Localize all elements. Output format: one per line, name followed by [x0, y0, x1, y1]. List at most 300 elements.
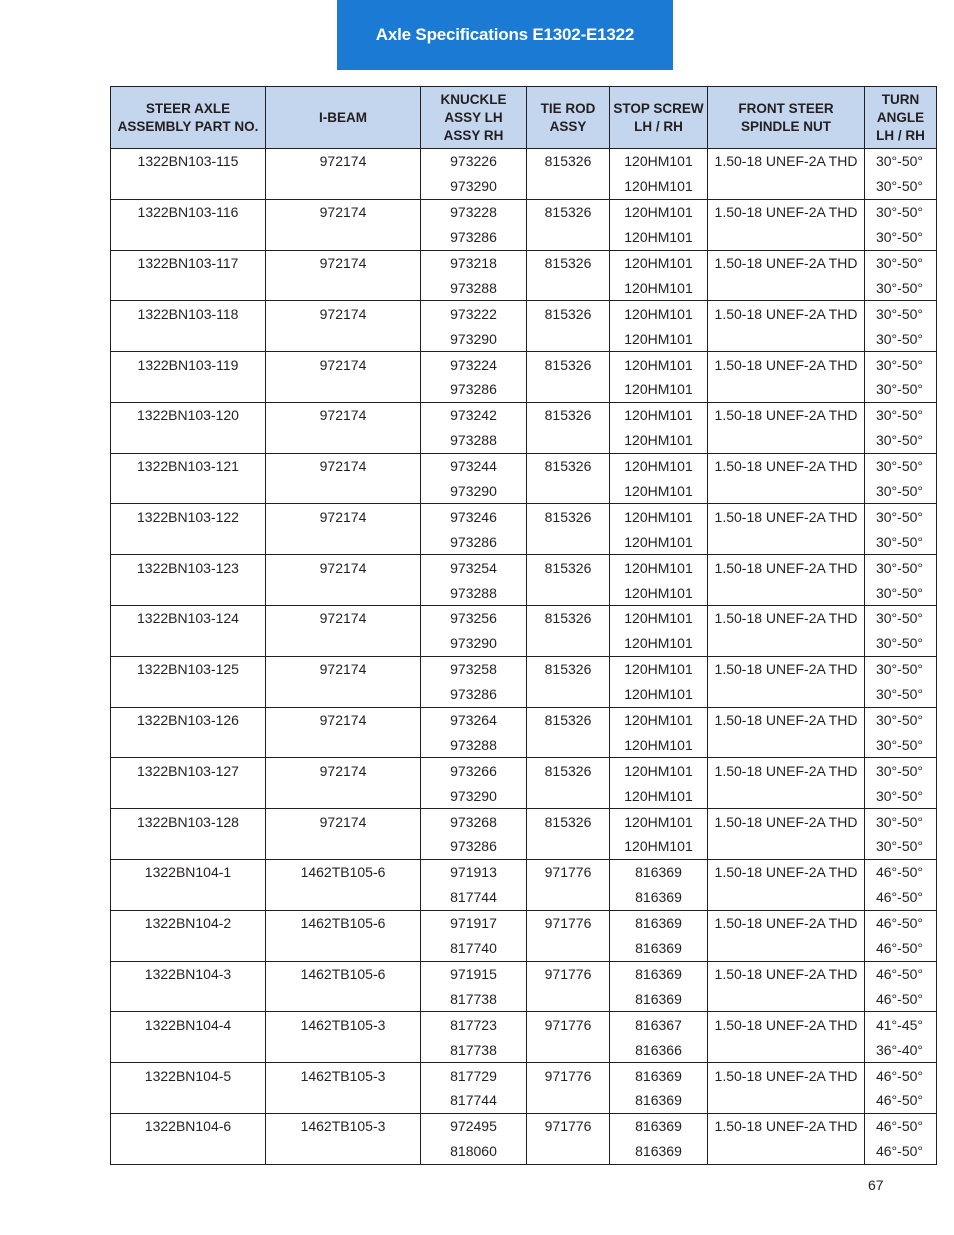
cell-stop-screw-rh: 120HM101	[610, 834, 708, 859]
cell-part-no: 1322BN104-1	[111, 859, 266, 884]
cell-knuckle-lh: 973268	[421, 809, 527, 834]
cell-tie-rod: 971776	[527, 910, 610, 935]
cell-empty	[708, 326, 865, 351]
cell-empty	[527, 936, 610, 961]
table-row	[111, 225, 937, 250]
cell-part-no: 1322BN104-5	[111, 1063, 266, 1088]
cell-empty	[111, 174, 266, 199]
cell-turn-angle-lh: 30°-50°	[865, 250, 937, 275]
cell-knuckle-rh: 973290	[421, 631, 527, 656]
cell-empty	[527, 732, 610, 757]
table-row	[111, 682, 937, 707]
cell-stop-screw-lh: 120HM101	[610, 504, 708, 529]
table-row	[111, 961, 937, 986]
cell-i-beam: 972174	[266, 656, 421, 681]
cell-knuckle-rh: 973288	[421, 428, 527, 453]
cell-empty	[708, 732, 865, 757]
cell-spindle-nut: 1.50-18 UNEF-2A THD	[708, 453, 865, 478]
cell-empty	[266, 326, 421, 351]
cell-part-no: 1322BN103-118	[111, 301, 266, 326]
cell-stop-screw-rh: 120HM101	[610, 275, 708, 300]
cell-stop-screw-lh: 120HM101	[610, 707, 708, 732]
cell-knuckle-lh: 973254	[421, 555, 527, 580]
cell-empty	[527, 377, 610, 402]
cell-stop-screw-lh: 816369	[610, 961, 708, 986]
cell-knuckle-lh: 973242	[421, 402, 527, 427]
header-i-beam	[266, 87, 421, 149]
cell-empty	[111, 885, 266, 910]
table-row	[111, 758, 937, 783]
table-row	[111, 326, 937, 351]
cell-empty	[111, 225, 266, 250]
cell-i-beam: 972174	[266, 453, 421, 478]
cell-knuckle-lh: 971917	[421, 910, 527, 935]
cell-empty	[266, 783, 421, 808]
cell-tie-rod: 815326	[527, 453, 610, 478]
cell-part-no: 1322BN103-119	[111, 352, 266, 377]
cell-empty	[111, 631, 266, 656]
cell-turn-angle-rh: 46°-50°	[865, 1088, 937, 1113]
cell-empty	[266, 225, 421, 250]
cell-spindle-nut: 1.50-18 UNEF-2A THD	[708, 1113, 865, 1138]
cell-i-beam: 972174	[266, 301, 421, 326]
cell-empty	[527, 986, 610, 1011]
cell-tie-rod: 971776	[527, 1063, 610, 1088]
cell-turn-angle-rh: 46°-50°	[865, 885, 937, 910]
cell-knuckle-rh: 817738	[421, 986, 527, 1011]
cell-knuckle-lh: 971915	[421, 961, 527, 986]
cell-turn-angle-lh: 30°-50°	[865, 199, 937, 224]
cell-stop-screw-lh: 816369	[610, 1063, 708, 1088]
table-row	[111, 1113, 937, 1138]
table-row	[111, 149, 937, 174]
table-row	[111, 301, 937, 326]
cell-turn-angle-rh: 30°-50°	[865, 174, 937, 199]
table-row	[111, 859, 937, 884]
cell-empty	[111, 783, 266, 808]
cell-turn-angle-lh: 30°-50°	[865, 301, 937, 326]
cell-i-beam: 972174	[266, 758, 421, 783]
cell-empty	[266, 1088, 421, 1113]
cell-empty	[266, 834, 421, 859]
table-row	[111, 428, 937, 453]
cell-empty	[708, 834, 865, 859]
cell-empty	[111, 1139, 266, 1164]
cell-empty	[266, 936, 421, 961]
cell-empty	[266, 885, 421, 910]
cell-empty	[708, 885, 865, 910]
header-row	[111, 87, 937, 149]
cell-part-no: 1322BN103-120	[111, 402, 266, 427]
cell-empty	[708, 225, 865, 250]
table-row	[111, 910, 937, 935]
cell-turn-angle-lh: 46°-50°	[865, 859, 937, 884]
cell-knuckle-lh: 971913	[421, 859, 527, 884]
cell-part-no: 1322BN103-122	[111, 504, 266, 529]
cell-spindle-nut: 1.50-18 UNEF-2A THD	[708, 402, 865, 427]
cell-tie-rod: 815326	[527, 250, 610, 275]
cell-part-no: 1322BN104-4	[111, 1012, 266, 1037]
cell-empty	[527, 479, 610, 504]
cell-turn-angle-rh: 30°-50°	[865, 631, 937, 656]
cell-spindle-nut: 1.50-18 UNEF-2A THD	[708, 504, 865, 529]
cell-empty	[708, 529, 865, 554]
header-line: STOP SCREW	[613, 100, 704, 116]
cell-stop-screw-rh: 816369	[610, 885, 708, 910]
cell-turn-angle-rh: 30°-50°	[865, 834, 937, 859]
cell-stop-screw-lh: 120HM101	[610, 402, 708, 427]
cell-i-beam: 972174	[266, 250, 421, 275]
cell-tie-rod: 815326	[527, 606, 610, 631]
cell-turn-angle-lh: 30°-50°	[865, 402, 937, 427]
table-row	[111, 783, 937, 808]
cell-i-beam: 972174	[266, 555, 421, 580]
cell-turn-angle-rh: 30°-50°	[865, 326, 937, 351]
cell-turn-angle-lh: 30°-50°	[865, 352, 937, 377]
cell-part-no: 1322BN103-127	[111, 758, 266, 783]
cell-i-beam: 1462TB105-6	[266, 910, 421, 935]
table-row	[111, 402, 937, 427]
cell-empty	[266, 529, 421, 554]
page-banner	[337, 0, 673, 70]
cell-knuckle-rh: 973288	[421, 275, 527, 300]
cell-tie-rod: 815326	[527, 402, 610, 427]
cell-part-no: 1322BN103-117	[111, 250, 266, 275]
cell-empty	[708, 275, 865, 300]
table-header	[111, 87, 937, 149]
cell-spindle-nut: 1.50-18 UNEF-2A THD	[708, 199, 865, 224]
table-row	[111, 885, 937, 910]
cell-tie-rod: 815326	[527, 809, 610, 834]
cell-empty	[111, 529, 266, 554]
table-row	[111, 1088, 937, 1113]
cell-empty	[527, 580, 610, 605]
cell-empty	[266, 1139, 421, 1164]
cell-turn-angle-rh: 46°-50°	[865, 986, 937, 1011]
cell-part-no: 1322BN104-3	[111, 961, 266, 986]
cell-empty	[527, 783, 610, 808]
cell-turn-angle-lh: 30°-50°	[865, 656, 937, 681]
cell-empty	[527, 225, 610, 250]
table-row	[111, 275, 937, 300]
cell-stop-screw-rh: 816369	[610, 936, 708, 961]
cell-knuckle-lh: 973222	[421, 301, 527, 326]
cell-stop-screw-rh: 816369	[610, 986, 708, 1011]
table-row	[111, 809, 937, 834]
cell-empty	[111, 1037, 266, 1062]
table-row	[111, 199, 937, 224]
cell-i-beam: 972174	[266, 402, 421, 427]
cell-stop-screw-rh: 120HM101	[610, 732, 708, 757]
cell-turn-angle-lh: 30°-50°	[865, 453, 937, 478]
table-body	[111, 149, 937, 1165]
cell-spindle-nut: 1.50-18 UNEF-2A THD	[708, 149, 865, 174]
header-line: STEER AXLE	[145, 100, 231, 116]
cell-spindle-nut: 1.50-18 UNEF-2A THD	[708, 758, 865, 783]
cell-empty	[266, 1037, 421, 1062]
table-row	[111, 1037, 937, 1062]
header-line: LH / RH	[634, 118, 683, 134]
cell-i-beam: 972174	[266, 149, 421, 174]
cell-stop-screw-rh: 120HM101	[610, 682, 708, 707]
cell-empty	[111, 377, 266, 402]
cell-empty	[527, 834, 610, 859]
cell-knuckle-rh: 817744	[421, 885, 527, 910]
cell-tie-rod: 815326	[527, 301, 610, 326]
cell-knuckle-rh: 817740	[421, 936, 527, 961]
header-tie-rod	[527, 87, 610, 149]
table-row	[111, 580, 937, 605]
cell-stop-screw-rh: 120HM101	[610, 529, 708, 554]
cell-stop-screw-lh: 120HM101	[610, 199, 708, 224]
header-line: ASSY RH	[443, 127, 504, 143]
table-row	[111, 631, 937, 656]
cell-stop-screw-lh: 120HM101	[610, 149, 708, 174]
cell-i-beam: 1462TB105-3	[266, 1063, 421, 1088]
cell-knuckle-lh: 973244	[421, 453, 527, 478]
cell-turn-angle-lh: 30°-50°	[865, 758, 937, 783]
cell-empty	[266, 732, 421, 757]
cell-spindle-nut: 1.50-18 UNEF-2A THD	[708, 555, 865, 580]
table-row	[111, 707, 937, 732]
cell-empty	[111, 936, 266, 961]
cell-tie-rod: 815326	[527, 149, 610, 174]
cell-empty	[527, 428, 610, 453]
cell-i-beam: 1462TB105-3	[266, 1012, 421, 1037]
cell-empty	[266, 631, 421, 656]
cell-turn-angle-rh: 30°-50°	[865, 682, 937, 707]
cell-tie-rod: 971776	[527, 1012, 610, 1037]
header-turn-angle	[865, 87, 937, 149]
table-row	[111, 936, 937, 961]
cell-empty	[527, 885, 610, 910]
cell-knuckle-lh: 817723	[421, 1012, 527, 1037]
header-line: FRONT STEER	[738, 100, 834, 116]
cell-knuckle-rh: 973286	[421, 682, 527, 707]
cell-spindle-nut: 1.50-18 UNEF-2A THD	[708, 656, 865, 681]
cell-turn-angle-rh: 30°-50°	[865, 580, 937, 605]
cell-turn-angle-rh: 30°-50°	[865, 479, 937, 504]
cell-i-beam: 972174	[266, 606, 421, 631]
cell-stop-screw-lh: 120HM101	[610, 250, 708, 275]
cell-knuckle-rh: 817744	[421, 1088, 527, 1113]
table-row	[111, 732, 937, 757]
cell-stop-screw-lh: 120HM101	[610, 453, 708, 478]
cell-turn-angle-rh: 46°-50°	[865, 936, 937, 961]
cell-knuckle-rh: 973290	[421, 174, 527, 199]
table-row	[111, 504, 937, 529]
header-line: TURN	[881, 91, 920, 107]
cell-empty	[708, 682, 865, 707]
cell-spindle-nut: 1.50-18 UNEF-2A THD	[708, 606, 865, 631]
header-line: ANGLE	[876, 109, 925, 125]
table-row	[111, 174, 937, 199]
table-row	[111, 834, 937, 859]
header-line: TIE ROD	[540, 100, 596, 116]
cell-turn-angle-rh: 30°-50°	[865, 732, 937, 757]
cell-stop-screw-rh: 120HM101	[610, 631, 708, 656]
cell-empty	[527, 1037, 610, 1062]
cell-empty	[527, 1139, 610, 1164]
cell-turn-angle-lh: 30°-50°	[865, 809, 937, 834]
cell-turn-angle-rh: 30°-50°	[865, 783, 937, 808]
cell-empty	[111, 834, 266, 859]
cell-part-no: 1322BN103-128	[111, 809, 266, 834]
cell-spindle-nut: 1.50-18 UNEF-2A THD	[708, 1012, 865, 1037]
cell-knuckle-lh: 973224	[421, 352, 527, 377]
cell-stop-screw-lh: 120HM101	[610, 301, 708, 326]
cell-turn-angle-lh: 30°-50°	[865, 707, 937, 732]
cell-tie-rod: 815326	[527, 199, 610, 224]
cell-spindle-nut: 1.50-18 UNEF-2A THD	[708, 352, 865, 377]
cell-empty	[111, 428, 266, 453]
cell-stop-screw-rh: 120HM101	[610, 174, 708, 199]
cell-knuckle-rh: 973288	[421, 580, 527, 605]
cell-turn-angle-lh: 30°-50°	[865, 504, 937, 529]
cell-turn-angle-lh: 46°-50°	[865, 961, 937, 986]
cell-stop-screw-lh: 120HM101	[610, 656, 708, 681]
cell-tie-rod: 971776	[527, 1113, 610, 1138]
cell-empty	[708, 783, 865, 808]
cell-knuckle-lh: 973266	[421, 758, 527, 783]
header-line: ASSY LH	[444, 109, 503, 125]
table-row	[111, 377, 937, 402]
header-line: I-BEAM	[319, 109, 367, 125]
cell-knuckle-rh: 973286	[421, 225, 527, 250]
header-line: ASSEMBLY PART NO.	[117, 118, 259, 134]
cell-knuckle-lh: 973264	[421, 707, 527, 732]
cell-spindle-nut: 1.50-18 UNEF-2A THD	[708, 809, 865, 834]
cell-i-beam: 972174	[266, 707, 421, 732]
cell-i-beam: 1462TB105-3	[266, 1113, 421, 1138]
cell-empty	[527, 1088, 610, 1113]
header-line: ASSY	[549, 118, 587, 134]
cell-stop-screw-lh: 816369	[610, 859, 708, 884]
cell-turn-angle-lh: 46°-50°	[865, 910, 937, 935]
cell-stop-screw-lh: 120HM101	[610, 352, 708, 377]
cell-stop-screw-lh: 120HM101	[610, 758, 708, 783]
table-row	[111, 352, 937, 377]
cell-empty	[111, 326, 266, 351]
cell-stop-screw-lh: 120HM101	[610, 606, 708, 631]
cell-empty	[266, 580, 421, 605]
cell-tie-rod: 815326	[527, 656, 610, 681]
cell-knuckle-lh: 973218	[421, 250, 527, 275]
cell-part-no: 1322BN104-2	[111, 910, 266, 935]
table-row	[111, 479, 937, 504]
cell-tie-rod: 815326	[527, 504, 610, 529]
cell-part-no: 1322BN103-126	[111, 707, 266, 732]
header-stop-screw	[610, 87, 708, 149]
cell-empty	[527, 631, 610, 656]
cell-knuckle-rh: 973290	[421, 783, 527, 808]
cell-empty	[111, 732, 266, 757]
cell-part-no: 1322BN103-125	[111, 656, 266, 681]
cell-empty	[266, 275, 421, 300]
cell-empty	[111, 986, 266, 1011]
cell-turn-angle-rh: 30°-50°	[865, 529, 937, 554]
cell-turn-angle-rh: 30°-50°	[865, 275, 937, 300]
cell-spindle-nut: 1.50-18 UNEF-2A THD	[708, 859, 865, 884]
cell-turn-angle-lh: 30°-50°	[865, 606, 937, 631]
cell-empty	[527, 174, 610, 199]
cell-turn-angle-rh: 30°-50°	[865, 428, 937, 453]
cell-stop-screw-rh: 120HM101	[610, 428, 708, 453]
table-row	[111, 529, 937, 554]
cell-part-no: 1322BN103-116	[111, 199, 266, 224]
table-row	[111, 986, 937, 1011]
cell-knuckle-lh: 972495	[421, 1113, 527, 1138]
cell-empty	[266, 377, 421, 402]
header-part-no	[111, 87, 266, 149]
cell-empty	[527, 529, 610, 554]
cell-spindle-nut: 1.50-18 UNEF-2A THD	[708, 250, 865, 275]
cell-spindle-nut: 1.50-18 UNEF-2A THD	[708, 301, 865, 326]
cell-stop-screw-lh: 816369	[610, 1113, 708, 1138]
cell-stop-screw-rh: 120HM101	[610, 326, 708, 351]
cell-empty	[527, 275, 610, 300]
header-line: SPINDLE NUT	[740, 118, 831, 134]
cell-stop-screw-rh: 120HM101	[610, 783, 708, 808]
cell-spindle-nut: 1.50-18 UNEF-2A THD	[708, 961, 865, 986]
cell-knuckle-rh: 973290	[421, 479, 527, 504]
table-row	[111, 250, 937, 275]
cell-empty	[708, 428, 865, 453]
cell-empty	[111, 682, 266, 707]
cell-tie-rod: 971776	[527, 961, 610, 986]
cell-part-no: 1322BN103-123	[111, 555, 266, 580]
cell-turn-angle-rh: 30°-50°	[865, 225, 937, 250]
table-row	[111, 453, 937, 478]
cell-stop-screw-rh: 816366	[610, 1037, 708, 1062]
cell-turn-angle-rh: 46°-50°	[865, 1139, 937, 1164]
cell-knuckle-lh: 973246	[421, 504, 527, 529]
cell-i-beam: 972174	[266, 809, 421, 834]
cell-stop-screw-rh: 816369	[610, 1139, 708, 1164]
table-row	[111, 1012, 937, 1037]
cell-tie-rod: 815326	[527, 707, 610, 732]
cell-stop-screw-rh: 120HM101	[610, 377, 708, 402]
cell-empty	[708, 377, 865, 402]
cell-knuckle-lh: 973256	[421, 606, 527, 631]
header-line: KNUCKLE	[440, 91, 507, 107]
cell-knuckle-rh: 817738	[421, 1037, 527, 1062]
cell-i-beam: 972174	[266, 504, 421, 529]
cell-part-no: 1322BN103-121	[111, 453, 266, 478]
cell-stop-screw-lh: 816369	[610, 910, 708, 935]
table-row	[111, 1139, 937, 1164]
cell-empty	[111, 580, 266, 605]
cell-stop-screw-rh: 120HM101	[610, 580, 708, 605]
cell-knuckle-lh: 973228	[421, 199, 527, 224]
cell-knuckle-rh: 973286	[421, 529, 527, 554]
cell-empty	[266, 986, 421, 1011]
cell-empty	[266, 479, 421, 504]
cell-knuckle-rh: 973286	[421, 834, 527, 859]
cell-tie-rod: 815326	[527, 758, 610, 783]
page-number: 67	[868, 1177, 884, 1193]
cell-turn-angle-lh: 46°-50°	[865, 1113, 937, 1138]
cell-spindle-nut: 1.50-18 UNEF-2A THD	[708, 1063, 865, 1088]
cell-empty	[266, 428, 421, 453]
cell-knuckle-lh: 973226	[421, 149, 527, 174]
cell-turn-angle-lh: 30°-50°	[865, 555, 937, 580]
cell-knuckle-rh: 818060	[421, 1139, 527, 1164]
table-row	[111, 555, 937, 580]
cell-tie-rod: 815326	[527, 555, 610, 580]
table-row	[111, 1063, 937, 1088]
cell-empty	[111, 275, 266, 300]
